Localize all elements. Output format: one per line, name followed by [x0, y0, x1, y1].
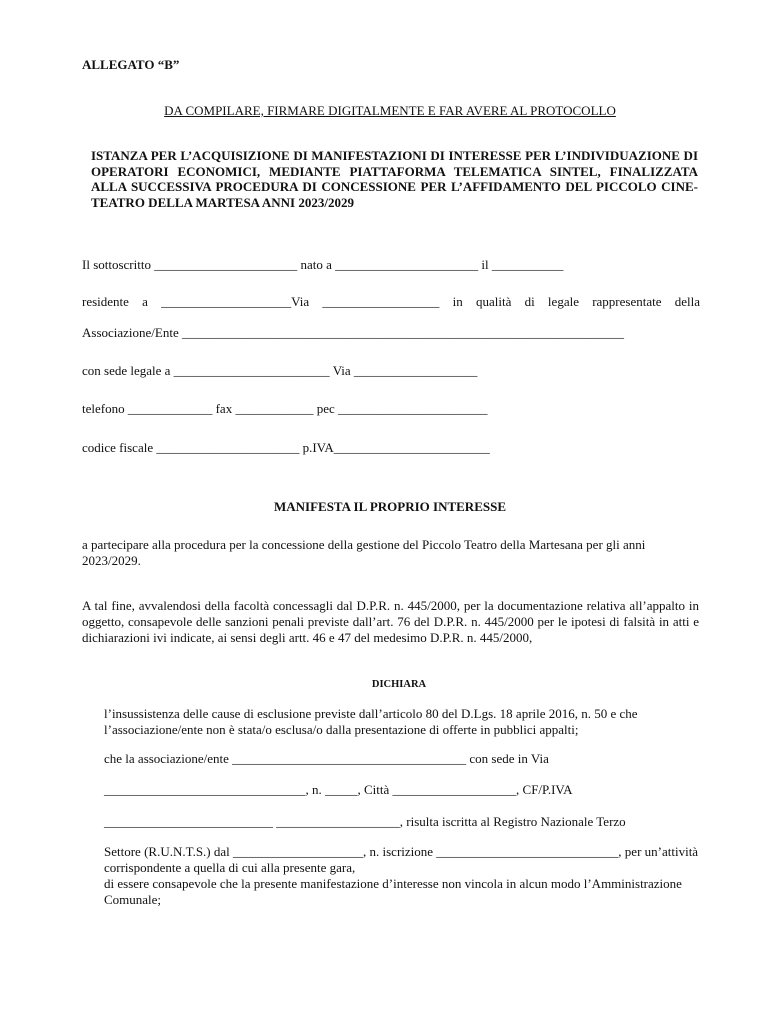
dichiara-heading: DICHIARA: [371, 679, 427, 690]
manifesta-paragraph-1: a partecipare alla procedura per la concessione della gestione del Piccolo Teatro della Martesana per gli anni 2023/2029.: [82, 537, 646, 568]
dichiara-item-6: di essere consapevole che la presente manifestazione d’interesse non vincola in alcun modo l’Amministrazione Comunale;: [104, 876, 682, 907]
manifesta-heading: MANIFESTA IL PROPRIO INTERESSE: [273, 499, 506, 514]
dichiara-item-4: __________________________ ___________________, risulta iscritta al Registro Nazionale Terzo: [104, 814, 626, 829]
dichiara-item-3: _______________________________, n. _____, Città ___________________, CF/P.IVA: [104, 782, 573, 797]
form-line-associazione: Associazione/Ente ____________________________________________________________________: [82, 325, 624, 340]
dichiara-item-1: l’insussistenza delle cause di esclusione previste dall’articolo 80 del D.Lgs. 18 aprile 2016, n. 50 e che l’associazione/ente non è stata/o esclusa/o dalla presentazione di offerte in pubblici appalti;: [104, 706, 638, 737]
dichiara-item-5: Settore (R.U.N.T.S.) dal ____________________, n. iscrizione ____________________________, per un’attività corrispondente a quella di cui alla presente gara,: [104, 844, 699, 875]
form-line-sede: con sede legale a ________________________ Via ___________________: [82, 363, 478, 378]
allegato-label: ALLEGATO “B”: [82, 57, 180, 72]
form-line-sottoscritto: Il sottoscritto ______________________ nato a ______________________ il ___________: [82, 257, 564, 272]
manifesta-paragraph-2: A tal fine, avvalendosi della facoltà concessagli dal D.P.R. n. 445/2000, per la documentazione relativa all’appalto in oggetto, consapevole delle sanzioni penali previste dall’art. 76 del D.P.R. n. 445/2000 per le ipotesi di falsità in atti e dichiarazioni ivi indicate, ai sensi degli artt. 46 e 47 del medesimo D.P.R. n. 445/2000,: [82, 598, 699, 645]
document-title: ISTANZA PER L’ACQUISIZIONE DI MANIFESTAZIONI DI INTERESSE PER L’INDIVIDUAZIONE DI OPERATORI ECONOMICI, MEDIANTE PIATTAFORMA TELEMATICA SINTEL, FINALIZZATA ALLA SUCCESSIVA PROCEDURA DI CONCESSIONE PER L’AFFIDAMENTO DEL PICCOLO CINE-TEATRO DELLA MARTESA ANNI 2023/2029: [91, 148, 698, 210]
dichiara-item-2: che la associazione/ente ____________________________________ con sede in Via: [104, 751, 549, 766]
form-line-residente: residente a ____________________Via __________________ in qualità di legale rappresentate della: [82, 294, 700, 309]
form-line-telefono: telefono _____________ fax ____________ pec _______________________: [82, 401, 488, 416]
document-subtitle: DA COMPILARE, FIRMARE DIGITALMENTE E FAR AVERE AL PROTOCOLLO: [164, 103, 616, 118]
form-line-codice-fiscale: codice fiscale ______________________ p.IVA________________________: [82, 440, 490, 455]
